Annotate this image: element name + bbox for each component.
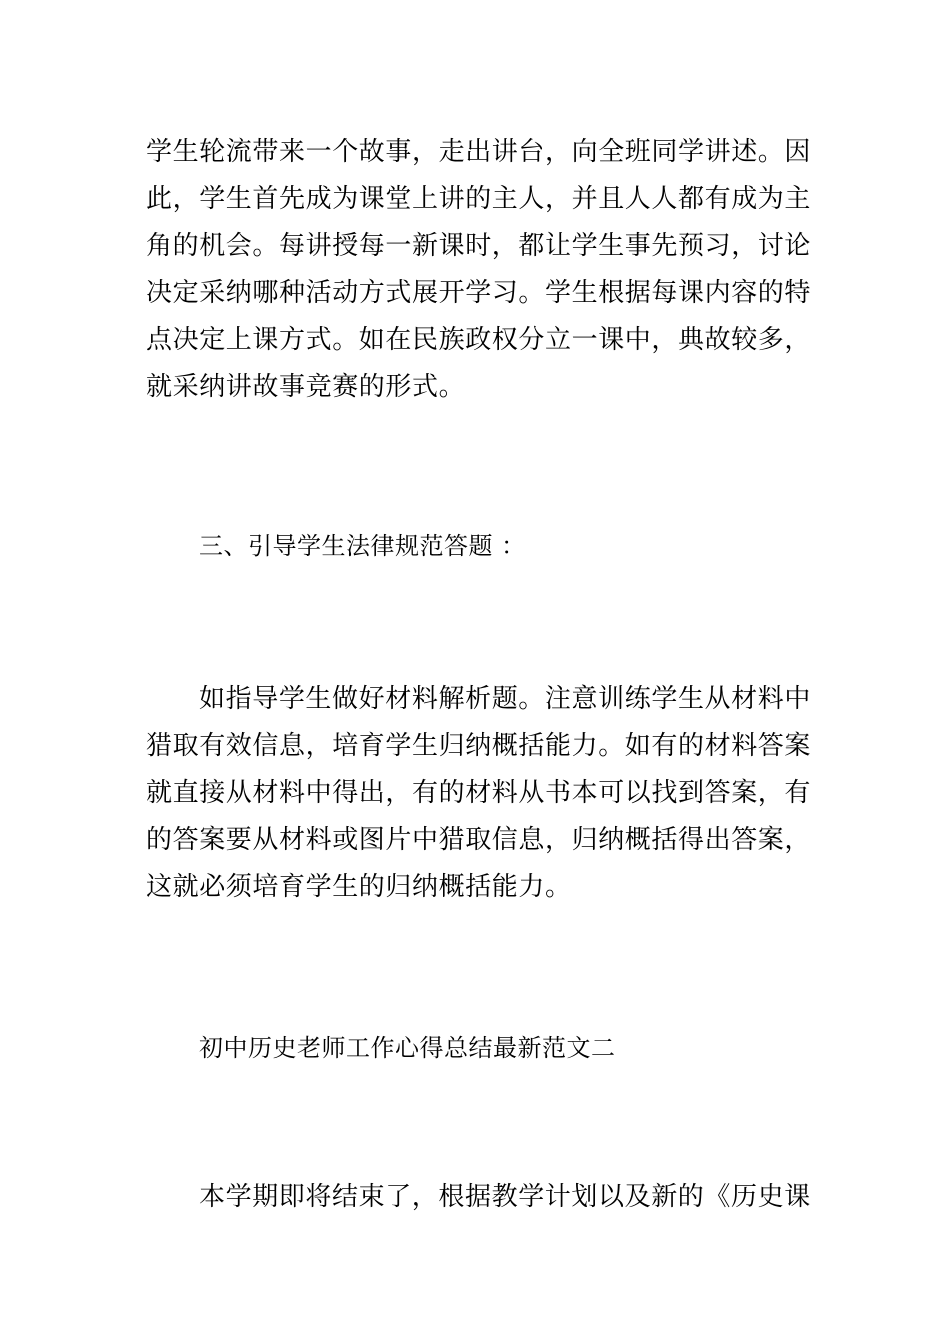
body-paragraph: 如指导学生做好材料解析题。注意训练学生从材料中猎取有效信息，培育学生归纳概括能力。如有的材料答案就直接从材料中得出，有的材料从书本可以找到答案，有的答案要从材料或图片中猎取信息，归纳概括得出答案，这就必须培育学生的归纳概括能力。 — [146, 684, 812, 902]
section-heading: 三、引导学生法律规范答题 ： — [199, 532, 526, 560]
article-title: 初中历史老师工作心得总结最新范文二 — [199, 1034, 616, 1062]
body-paragraph: 学生轮流带来一个故事，走出讲台，向全班同学讲述。因此，学生首先成为课堂上讲的主人，并且人人都有成为主角的机会。每讲授每一新课时，都让学生事先预习，讨论决定采纳哪种活动方式展开学习。学生根据每课内容的特点决定上课方式。如在民族政权分立一课中，典故较多，就采纳讲故事竞赛的形式。 — [146, 137, 812, 402]
body-paragraph: 本学期即将结束了，根据教学计划以及新的《历史课 — [199, 1182, 811, 1212]
